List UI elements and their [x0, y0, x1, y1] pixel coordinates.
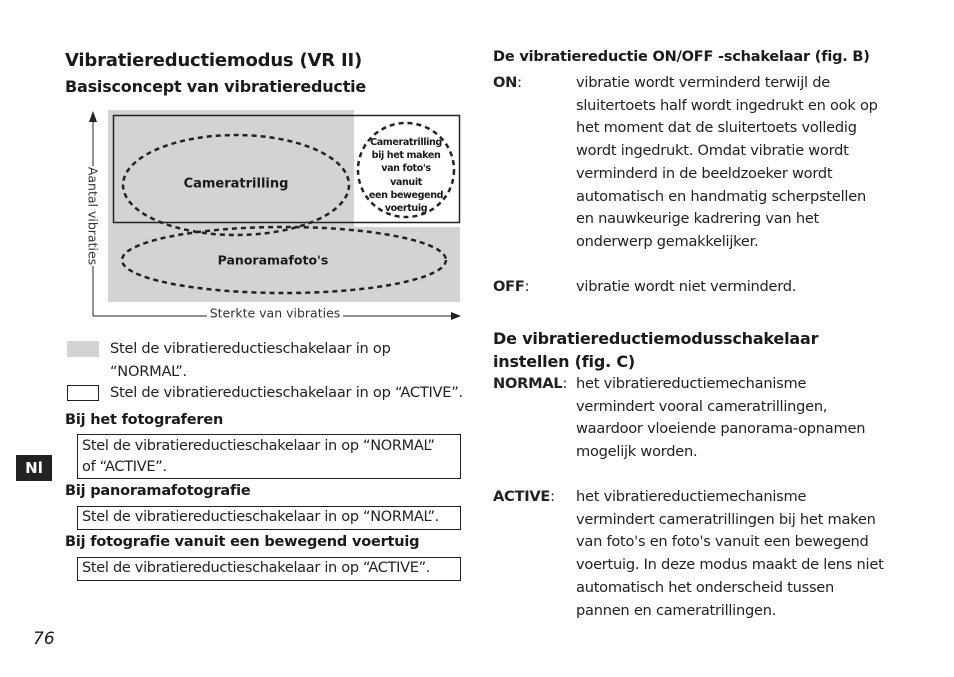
- legend-white-text: Stel de vibratiereductieschakelaar in op “ACTIVE”.: [110, 384, 463, 401]
- section-box-vehicle: Stel de vibratiereductieschakelaar in op “ACTIVE”.: [77, 557, 461, 581]
- legend-gray-swatch: [67, 341, 99, 357]
- y-axis-label: Aantal vibraties: [85, 166, 101, 266]
- description-active: het vibratiereductiemechanisme vermindert cameratrillingen bij het maken van foto's en foto's vanuit een bewegend voertuig. In deze modus maakt de lens niet automatisch het onderscheid tussen pannen en cameratrillingen.: [576, 488, 884, 619]
- term-active: ACTIVE: [493, 488, 551, 505]
- description-on: vibratie wordt verminderd terwijl de sluitertoets half wordt ingedrukt en ook op het moment dat de sluitertoets volledig wordt ingedrukt. Omdat vibratie wordt verminderd in de beeldzoeker wordt automatisch en handmatig scherpstellen en nauwkeurige kadrering van het onderwerp gemakkelijker.: [576, 74, 878, 250]
- section-heading-general: Bij het fotograferen: [65, 412, 224, 428]
- label-panorama: Panoramafoto's: [217, 252, 329, 268]
- label-vehicle: Cameratrilling bij het maken van foto's vanuit een bewegend voertuig: [368, 137, 444, 215]
- section-heading-vehicle: Bij fotografie vanuit een bewegend voertuig: [65, 534, 420, 550]
- description-normal: het vibratiereductiemechanisme vermindert vooral cameratrillingen, waardoor vloeiende panorama-opnamen mogelijk worden.: [576, 375, 866, 461]
- section-box-panorama: Stel de vibratiereductieschakelaar in op “NORMAL”.: [77, 506, 461, 530]
- section-heading-panorama: Bij panoramafotografie: [65, 483, 251, 499]
- label-camera-shake: Cameratrilling: [183, 176, 289, 192]
- x-axis-label: Sterkte van vibraties: [209, 305, 341, 321]
- x-axis-arrow-icon: [451, 312, 461, 320]
- term-on: ON: [493, 74, 518, 91]
- term-normal: NORMAL: [493, 375, 563, 392]
- language-tab: Nl: [16, 455, 52, 481]
- legend-white-swatch: [67, 385, 99, 401]
- page-title: Vibratiereductiemodus (VR II): [65, 50, 363, 71]
- page-number: 76: [33, 629, 55, 649]
- legend-gray-text: Stel de vibratiereductieschakelaar in op “NORMAL”.: [110, 340, 391, 380]
- section-box-general: Stel de vibratiereductieschakelaar in op “NORMAL” of “ACTIVE”.: [77, 434, 461, 479]
- section-subtitle: Basisconcept van vibratiereductie: [65, 77, 367, 96]
- description-off: vibratie wordt niet verminderd.: [576, 278, 797, 295]
- y-axis-arrow-icon: [89, 111, 97, 122]
- mode-heading: De vibratiereductiemodusschakelaar instellen (fig. C): [493, 329, 819, 371]
- onoff-heading: De vibratiereductie ON/OFF -schakelaar (fig. B): [493, 49, 870, 65]
- term-off: OFF: [493, 278, 525, 295]
